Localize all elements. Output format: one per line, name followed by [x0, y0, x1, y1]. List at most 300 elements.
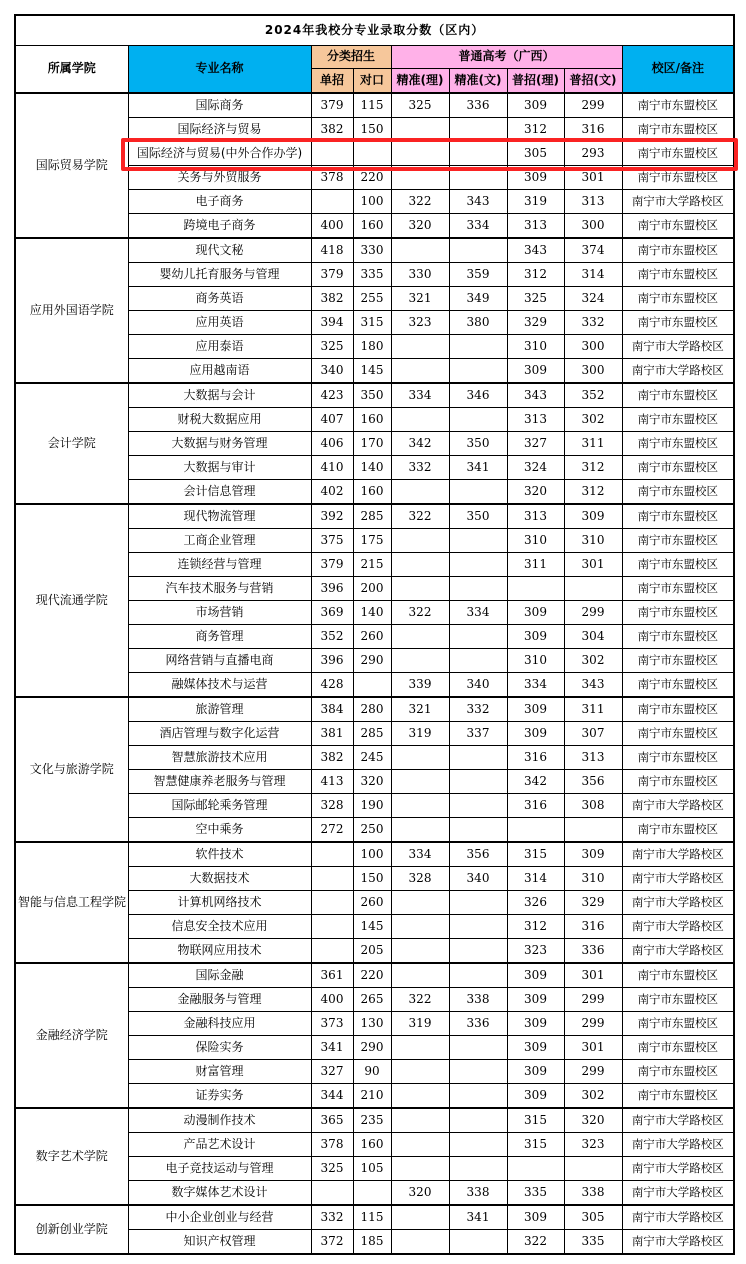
- duikou-cell: 290: [353, 1036, 391, 1060]
- campus-cell: 南宁市东盟校区: [622, 1012, 734, 1036]
- danzhao-cell: 325: [311, 335, 353, 359]
- puzhao-li-cell: 309: [507, 697, 564, 722]
- campus-cell: 南宁市东盟校区: [622, 93, 734, 118]
- danzhao-cell: 382: [311, 118, 353, 142]
- campus-cell: 南宁市大学路校区: [622, 915, 734, 939]
- duikou-cell: [353, 142, 391, 166]
- major-cell: 现代文秘: [128, 238, 311, 263]
- college-cell: 应用外国语学院: [15, 238, 128, 383]
- duikou-cell: 160: [353, 408, 391, 432]
- table-row: [15, 504, 734, 529]
- duikou-cell: 220: [353, 166, 391, 190]
- puzhao-li-cell: 309: [507, 1012, 564, 1036]
- danzhao-cell: 428: [311, 673, 353, 698]
- duikou-cell: 100: [353, 842, 391, 867]
- college-cell: 会计学院: [15, 383, 128, 504]
- campus-cell: 南宁市东盟校区: [622, 456, 734, 480]
- jingzhun-li-cell: 319: [391, 722, 449, 746]
- jingzhun-wen-cell: 332: [449, 697, 507, 722]
- major-cell: 金融服务与管理: [128, 988, 311, 1012]
- puzhao-wen-cell: 356: [564, 770, 622, 794]
- table-row: [15, 1108, 734, 1133]
- jingzhun-li-cell: [391, 939, 449, 964]
- duikou-cell: 160: [353, 214, 391, 239]
- jingzhun-wen-cell: [449, 408, 507, 432]
- jingzhun-li-cell: [391, 1205, 449, 1230]
- duikou-cell: [353, 673, 391, 698]
- duikou-cell: 150: [353, 867, 391, 891]
- jingzhun-wen-cell: [449, 553, 507, 577]
- jingzhun-wen-cell: 336: [449, 93, 507, 118]
- jingzhun-li-cell: [391, 1108, 449, 1133]
- puzhao-li-cell: 310: [507, 529, 564, 553]
- campus-cell: 南宁市大学路校区: [622, 1157, 734, 1181]
- puzhao-li-cell: 315: [507, 1108, 564, 1133]
- campus-cell: 南宁市东盟校区: [622, 214, 734, 239]
- campus-cell: 南宁市大学路校区: [622, 1205, 734, 1230]
- duikou-cell: 115: [353, 93, 391, 118]
- puzhao-wen-cell: 335: [564, 1230, 622, 1255]
- danzhao-cell: 418: [311, 238, 353, 263]
- duikou-cell: 260: [353, 891, 391, 915]
- jingzhun-wen-cell: [449, 625, 507, 649]
- jingzhun-wen-cell: 334: [449, 601, 507, 625]
- campus-cell: 南宁市东盟校区: [622, 263, 734, 287]
- duikou-cell: 100: [353, 190, 391, 214]
- jingzhun-li-cell: 320: [391, 214, 449, 239]
- duikou-cell: 130: [353, 1012, 391, 1036]
- major-cell: 会计信息管理: [128, 480, 311, 505]
- college-cell: 创新创业学院: [15, 1205, 128, 1254]
- campus-cell: 南宁市东盟校区: [622, 480, 734, 505]
- puzhao-wen-cell: 300: [564, 214, 622, 239]
- table-row: [15, 1205, 734, 1230]
- puzhao-li-cell: 343: [507, 238, 564, 263]
- puzhao-wen-cell: 300: [564, 335, 622, 359]
- jingzhun-li-cell: [391, 746, 449, 770]
- jingzhun-wen-cell: [449, 1230, 507, 1255]
- duikou-cell: 215: [353, 553, 391, 577]
- major-cell: 国际经济与贸易(中外合作办学): [128, 142, 311, 166]
- puzhao-li-cell: 309: [507, 722, 564, 746]
- danzhao-cell: 379: [311, 263, 353, 287]
- danzhao-cell: [311, 891, 353, 915]
- jingzhun-li-cell: [391, 238, 449, 263]
- danzhao-cell: 328: [311, 794, 353, 818]
- duikou-cell: 185: [353, 1230, 391, 1255]
- puzhao-wen-cell: [564, 818, 622, 843]
- campus-cell: 南宁市大学路校区: [622, 190, 734, 214]
- jingzhun-li-cell: [391, 625, 449, 649]
- danzhao-cell: 379: [311, 93, 353, 118]
- table-row: [15, 697, 734, 722]
- campus-cell: 南宁市东盟校区: [622, 625, 734, 649]
- jingzhun-wen-cell: 336: [449, 1012, 507, 1036]
- campus-cell: 南宁市大学路校区: [622, 359, 734, 384]
- jingzhun-wen-cell: [449, 818, 507, 843]
- danzhao-cell: [311, 867, 353, 891]
- danzhao-cell: 413: [311, 770, 353, 794]
- duikou-cell: 255: [353, 287, 391, 311]
- puzhao-li-cell: 309: [507, 963, 564, 988]
- puzhao-wen-cell: 304: [564, 625, 622, 649]
- puzhao-wen-cell: 293: [564, 142, 622, 166]
- duikou-cell: 245: [353, 746, 391, 770]
- campus-cell: 南宁市东盟校区: [622, 287, 734, 311]
- puzhao-li-cell: 310: [507, 649, 564, 673]
- campus-cell: 南宁市大学路校区: [622, 1133, 734, 1157]
- duikou-cell: 115: [353, 1205, 391, 1230]
- puzhao-li-cell: 312: [507, 118, 564, 142]
- duikou-cell: 350: [353, 383, 391, 408]
- major-cell: 国际商务: [128, 93, 311, 118]
- major-cell: 连锁经营与管理: [128, 553, 311, 577]
- column-header-jingzhun-li: 精准(理): [391, 69, 449, 94]
- college-cell: 文化与旅游学院: [15, 697, 128, 842]
- duikou-cell: 260: [353, 625, 391, 649]
- jingzhun-wen-cell: [449, 1084, 507, 1109]
- jingzhun-wen-cell: 338: [449, 988, 507, 1012]
- danzhao-cell: 372: [311, 1230, 353, 1255]
- puzhao-wen-cell: 309: [564, 842, 622, 867]
- jingzhun-wen-cell: [449, 480, 507, 505]
- danzhao-cell: 327: [311, 1060, 353, 1084]
- major-cell: 市场营销: [128, 601, 311, 625]
- jingzhun-wen-cell: 350: [449, 504, 507, 529]
- jingzhun-wen-cell: [449, 649, 507, 673]
- puzhao-li-cell: 319: [507, 190, 564, 214]
- campus-cell: 南宁市东盟校区: [622, 697, 734, 722]
- puzhao-wen-cell: 324: [564, 287, 622, 311]
- danzhao-cell: 410: [311, 456, 353, 480]
- major-cell: 汽车技术服务与营销: [128, 577, 311, 601]
- danzhao-cell: 406: [311, 432, 353, 456]
- jingzhun-wen-cell: [449, 963, 507, 988]
- duikou-cell: 160: [353, 480, 391, 505]
- jingzhun-li-cell: [391, 480, 449, 505]
- campus-cell: 南宁市东盟校区: [622, 988, 734, 1012]
- duikou-cell: 140: [353, 456, 391, 480]
- puzhao-li-cell: 309: [507, 1036, 564, 1060]
- jingzhun-li-cell: 320: [391, 1181, 449, 1206]
- column-header-jingzhun-wen: 精准(文): [449, 69, 507, 94]
- jingzhun-li-cell: 342: [391, 432, 449, 456]
- campus-cell: 南宁市东盟校区: [622, 722, 734, 746]
- danzhao-cell: 378: [311, 166, 353, 190]
- jingzhun-wen-cell: 349: [449, 287, 507, 311]
- jingzhun-li-cell: 319: [391, 1012, 449, 1036]
- danzhao-cell: 402: [311, 480, 353, 505]
- jingzhun-li-cell: [391, 359, 449, 384]
- duikou-cell: 235: [353, 1108, 391, 1133]
- campus-cell: 南宁市东盟校区: [622, 529, 734, 553]
- campus-cell: 南宁市东盟校区: [622, 1036, 734, 1060]
- header-row-1: [15, 46, 734, 69]
- campus-cell: 南宁市东盟校区: [622, 118, 734, 142]
- column-header-classified-enrollment: 分类招生: [311, 46, 391, 69]
- jingzhun-li-cell: [391, 963, 449, 988]
- major-cell: 关务与外贸服务: [128, 166, 311, 190]
- jingzhun-li-cell: 328: [391, 867, 449, 891]
- puzhao-wen-cell: 305: [564, 1205, 622, 1230]
- jingzhun-li-cell: 322: [391, 190, 449, 214]
- column-header-gaokao-guangxi: 普通高考（广西）: [391, 46, 622, 69]
- puzhao-wen-cell: 343: [564, 673, 622, 698]
- puzhao-wen-cell: 299: [564, 93, 622, 118]
- jingzhun-li-cell: 322: [391, 601, 449, 625]
- major-cell: 财税大数据应用: [128, 408, 311, 432]
- jingzhun-li-cell: [391, 1060, 449, 1084]
- puzhao-li-cell: 312: [507, 915, 564, 939]
- campus-cell: 南宁市东盟校区: [622, 577, 734, 601]
- puzhao-wen-cell: 301: [564, 963, 622, 988]
- campus-cell: 南宁市东盟校区: [622, 818, 734, 843]
- major-cell: 证券实务: [128, 1084, 311, 1109]
- puzhao-wen-cell: 309: [564, 504, 622, 529]
- jingzhun-li-cell: [391, 166, 449, 190]
- puzhao-li-cell: 325: [507, 287, 564, 311]
- major-cell: 应用越南语: [128, 359, 311, 384]
- major-cell: 信息安全技术应用: [128, 915, 311, 939]
- jingzhun-wen-cell: 359: [449, 263, 507, 287]
- admission-score-table: [14, 14, 735, 1255]
- puzhao-wen-cell: 311: [564, 432, 622, 456]
- major-cell: 数字媒体艺术设计: [128, 1181, 311, 1206]
- puzhao-li-cell: 309: [507, 988, 564, 1012]
- danzhao-cell: 400: [311, 988, 353, 1012]
- puzhao-wen-cell: 374: [564, 238, 622, 263]
- puzhao-li-cell: [507, 818, 564, 843]
- major-cell: 知识产权管理: [128, 1230, 311, 1255]
- major-cell: 中小企业创业与经营: [128, 1205, 311, 1230]
- major-cell: 融媒体技术与运营: [128, 673, 311, 698]
- campus-cell: 南宁市东盟校区: [622, 1084, 734, 1109]
- jingzhun-wen-cell: 341: [449, 456, 507, 480]
- puzhao-li-cell: [507, 577, 564, 601]
- major-cell: 国际邮轮乘务管理: [128, 794, 311, 818]
- puzhao-wen-cell: 301: [564, 553, 622, 577]
- jingzhun-wen-cell: 350: [449, 432, 507, 456]
- table-row: [15, 383, 734, 408]
- campus-cell: 南宁市大学路校区: [622, 1181, 734, 1206]
- danzhao-cell: 344: [311, 1084, 353, 1109]
- jingzhun-li-cell: [391, 818, 449, 843]
- jingzhun-li-cell: 330: [391, 263, 449, 287]
- jingzhun-wen-cell: [449, 746, 507, 770]
- jingzhun-wen-cell: 338: [449, 1181, 507, 1206]
- jingzhun-wen-cell: 337: [449, 722, 507, 746]
- major-cell: 智慧旅游技术应用: [128, 746, 311, 770]
- major-cell: 保险实务: [128, 1036, 311, 1060]
- jingzhun-li-cell: [391, 794, 449, 818]
- danzhao-cell: 379: [311, 553, 353, 577]
- jingzhun-wen-cell: 340: [449, 867, 507, 891]
- puzhao-wen-cell: 302: [564, 1084, 622, 1109]
- puzhao-wen-cell: 299: [564, 601, 622, 625]
- jingzhun-li-cell: 322: [391, 988, 449, 1012]
- jingzhun-wen-cell: 356: [449, 842, 507, 867]
- duikou-cell: 250: [353, 818, 391, 843]
- campus-cell: 南宁市东盟校区: [622, 553, 734, 577]
- major-cell: 产品艺术设计: [128, 1133, 311, 1157]
- duikou-cell: 290: [353, 649, 391, 673]
- jingzhun-li-cell: 321: [391, 697, 449, 722]
- major-cell: 智慧健康养老服务与管理: [128, 770, 311, 794]
- duikou-cell: 285: [353, 722, 391, 746]
- danzhao-cell: [311, 1181, 353, 1206]
- major-cell: 金融科技应用: [128, 1012, 311, 1036]
- campus-cell: 南宁市东盟校区: [622, 142, 734, 166]
- danzhao-cell: [311, 842, 353, 867]
- major-cell: 大数据与会计: [128, 383, 311, 408]
- duikou-cell: 200: [353, 577, 391, 601]
- major-cell: 电子竞技运动与管理: [128, 1157, 311, 1181]
- duikou-cell: 285: [353, 504, 391, 529]
- puzhao-li-cell: 312: [507, 263, 564, 287]
- puzhao-li-cell: 314: [507, 867, 564, 891]
- puzhao-wen-cell: 299: [564, 1012, 622, 1036]
- duikou-cell: 315: [353, 311, 391, 335]
- campus-cell: 南宁市东盟校区: [622, 504, 734, 529]
- page-title: 2024年我校分专业录取分数（区内）: [15, 15, 734, 46]
- jingzhun-li-cell: 323: [391, 311, 449, 335]
- puzhao-li-cell: 327: [507, 432, 564, 456]
- duikou-cell: 205: [353, 939, 391, 964]
- campus-cell: 南宁市东盟校区: [622, 1060, 734, 1084]
- puzhao-wen-cell: 299: [564, 1060, 622, 1084]
- campus-cell: 南宁市东盟校区: [622, 963, 734, 988]
- puzhao-li-cell: 309: [507, 93, 564, 118]
- puzhao-wen-cell: 301: [564, 1036, 622, 1060]
- puzhao-wen-cell: [564, 577, 622, 601]
- major-cell: 酒店管理与数字化运营: [128, 722, 311, 746]
- campus-cell: 南宁市大学路校区: [622, 842, 734, 867]
- puzhao-wen-cell: 313: [564, 746, 622, 770]
- puzhao-wen-cell: 336: [564, 939, 622, 964]
- puzhao-li-cell: 334: [507, 673, 564, 698]
- jingzhun-wen-cell: [449, 142, 507, 166]
- major-cell: 网络营销与直播电商: [128, 649, 311, 673]
- puzhao-wen-cell: 313: [564, 190, 622, 214]
- duikou-cell: 145: [353, 359, 391, 384]
- danzhao-cell: 394: [311, 311, 353, 335]
- puzhao-wen-cell: 312: [564, 480, 622, 505]
- puzhao-wen-cell: 329: [564, 891, 622, 915]
- major-cell: 计算机网络技术: [128, 891, 311, 915]
- major-cell: 跨境电子商务: [128, 214, 311, 239]
- jingzhun-li-cell: 339: [391, 673, 449, 698]
- puzhao-li-cell: 309: [507, 166, 564, 190]
- jingzhun-li-cell: [391, 1084, 449, 1109]
- puzhao-li-cell: 313: [507, 408, 564, 432]
- danzhao-cell: 384: [311, 697, 353, 722]
- duikou-cell: 170: [353, 432, 391, 456]
- puzhao-wen-cell: 316: [564, 118, 622, 142]
- danzhao-cell: [311, 142, 353, 166]
- puzhao-li-cell: 326: [507, 891, 564, 915]
- puzhao-li-cell: 343: [507, 383, 564, 408]
- duikou-cell: 150: [353, 118, 391, 142]
- campus-cell: 南宁市大学路校区: [622, 335, 734, 359]
- puzhao-wen-cell: 314: [564, 263, 622, 287]
- puzhao-wen-cell: 299: [564, 988, 622, 1012]
- major-cell: 空中乘务: [128, 818, 311, 843]
- danzhao-cell: 381: [311, 722, 353, 746]
- duikou-cell: 330: [353, 238, 391, 263]
- puzhao-li-cell: 320: [507, 480, 564, 505]
- college-cell: 数字艺术学院: [15, 1108, 128, 1205]
- major-cell: 国际金融: [128, 963, 311, 988]
- danzhao-cell: 375: [311, 529, 353, 553]
- puzhao-wen-cell: 311: [564, 697, 622, 722]
- danzhao-cell: [311, 939, 353, 964]
- campus-cell: 南宁市大学路校区: [622, 867, 734, 891]
- puzhao-wen-cell: 323: [564, 1133, 622, 1157]
- danzhao-cell: 340: [311, 359, 353, 384]
- major-cell: 国际经济与贸易: [128, 118, 311, 142]
- column-header-college: 所属学院: [15, 46, 128, 94]
- jingzhun-wen-cell: [449, 238, 507, 263]
- puzhao-wen-cell: 302: [564, 408, 622, 432]
- major-cell: 电子商务: [128, 190, 311, 214]
- campus-cell: 南宁市东盟校区: [622, 649, 734, 673]
- jingzhun-wen-cell: [449, 1133, 507, 1157]
- college-cell: 现代流通学院: [15, 504, 128, 697]
- puzhao-li-cell: 311: [507, 553, 564, 577]
- danzhao-cell: 423: [311, 383, 353, 408]
- puzhao-li-cell: 309: [507, 359, 564, 384]
- jingzhun-li-cell: [391, 577, 449, 601]
- jingzhun-wen-cell: 380: [449, 311, 507, 335]
- puzhao-wen-cell: 302: [564, 649, 622, 673]
- puzhao-li-cell: 310: [507, 335, 564, 359]
- campus-cell: 南宁市东盟校区: [622, 770, 734, 794]
- major-cell: 大数据技术: [128, 867, 311, 891]
- puzhao-li-cell: 322: [507, 1230, 564, 1255]
- danzhao-cell: 352: [311, 625, 353, 649]
- puzhao-wen-cell: 332: [564, 311, 622, 335]
- danzhao-cell: 407: [311, 408, 353, 432]
- major-cell: 商务管理: [128, 625, 311, 649]
- puzhao-li-cell: 323: [507, 939, 564, 964]
- jingzhun-li-cell: [391, 553, 449, 577]
- campus-cell: 南宁市大学路校区: [622, 939, 734, 964]
- major-cell: 应用英语: [128, 311, 311, 335]
- duikou-cell: 145: [353, 915, 391, 939]
- danzhao-cell: 325: [311, 1157, 353, 1181]
- jingzhun-wen-cell: [449, 335, 507, 359]
- puzhao-li-cell: 329: [507, 311, 564, 335]
- jingzhun-li-cell: [391, 1133, 449, 1157]
- puzhao-li-cell: 309: [507, 1084, 564, 1109]
- major-cell: 工商企业管理: [128, 529, 311, 553]
- jingzhun-wen-cell: 346: [449, 383, 507, 408]
- jingzhun-li-cell: [391, 335, 449, 359]
- jingzhun-li-cell: [391, 1230, 449, 1255]
- jingzhun-li-cell: 334: [391, 383, 449, 408]
- table-row: [15, 963, 734, 988]
- major-cell: 现代物流管理: [128, 504, 311, 529]
- campus-cell: 南宁市大学路校区: [622, 794, 734, 818]
- campus-cell: 南宁市东盟校区: [622, 601, 734, 625]
- jingzhun-wen-cell: [449, 166, 507, 190]
- duikou-cell: 175: [353, 529, 391, 553]
- puzhao-wen-cell: 316: [564, 915, 622, 939]
- jingzhun-wen-cell: [449, 794, 507, 818]
- column-header-puzhao-li: 普招(理): [507, 69, 564, 94]
- danzhao-cell: 396: [311, 649, 353, 673]
- puzhao-li-cell: [507, 1157, 564, 1181]
